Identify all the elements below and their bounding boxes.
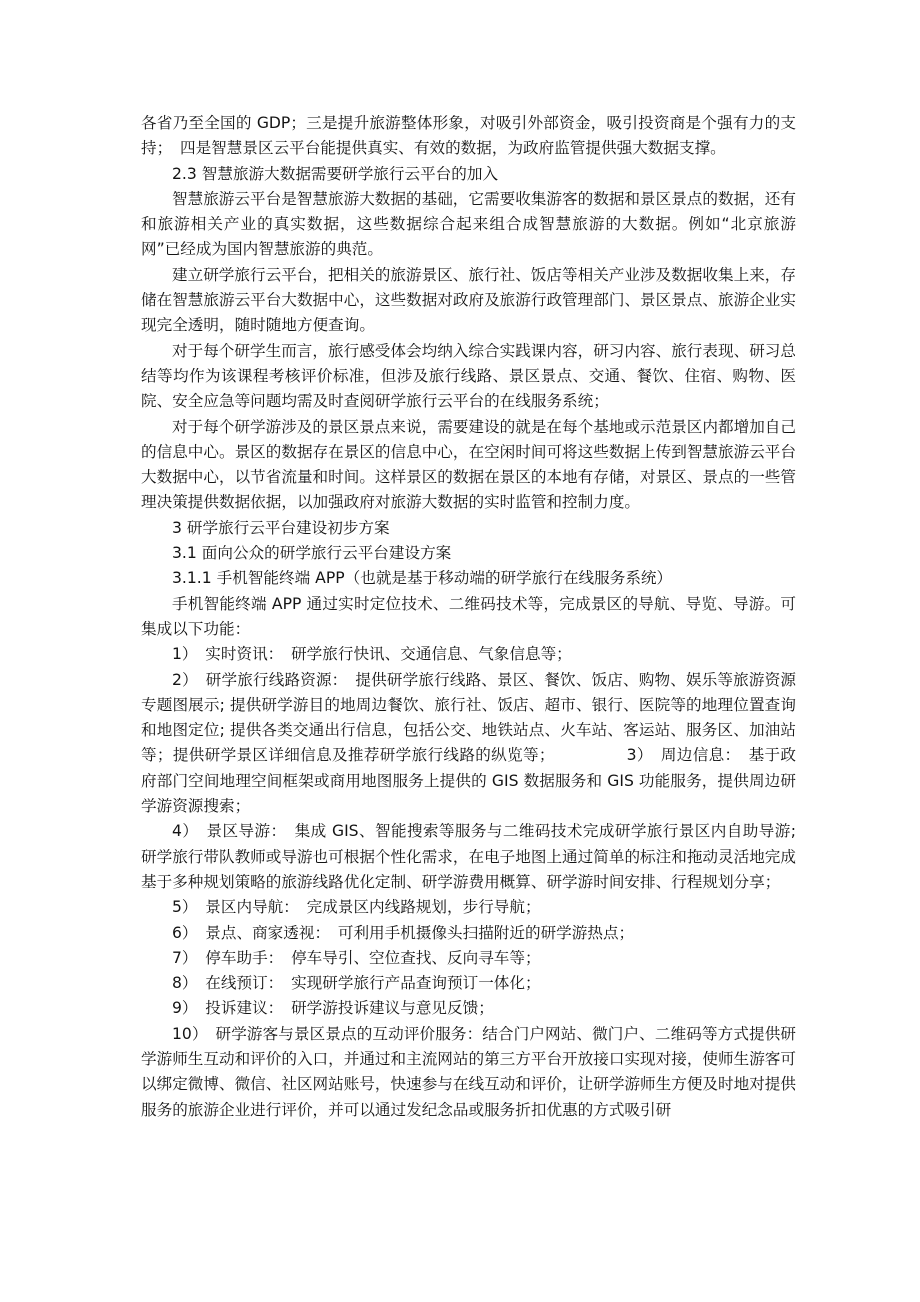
list-item-1: 1） 实时资讯： 研学旅行快讯、交通信息、气象信息等； bbox=[172, 645, 572, 664]
heading-3-1-1: 3.1.1 手机智能终端 APP（也就是基于移动端的研学旅行在线服务系统） bbox=[172, 569, 673, 588]
heading-2-3: 2.3 智慧旅游大数据需要研学旅行云平台的加入 bbox=[172, 164, 499, 183]
paragraph-student: 对于每个研学生而言，旅行感受体会均纳入综合实践课内容，研习内容、旅行表现、研习总结等均作为该课程考核评价标准，但涉及旅行线路、景区景点、交通、餐饮、住宿、购物、医院、安全应急等问题均需及时查阅研学旅行云平台的在线服务系统； bbox=[141, 341, 796, 411]
list-item-10: 10） 研学游客与景区景点的互动评价服务：结合门户网站、微门户、二维码等方式提供研学游师生互动和评价的入口，并通过和主流网站的第三方平台开放接口实现对接，使师生游客可以绑定微博、微信、社区网站账号，快速参与在线互动和评价，让研学游师生方便及时地对提供服务的旅游企业进行评价，并可以通过发纪念品或服务折扣优惠的方式吸引研 bbox=[141, 1024, 796, 1119]
list-item-8: 8） 在线预订： 实现研学旅行产品查询预订一体化； bbox=[172, 974, 541, 993]
heading-3: 3 研学旅行云平台建设初步方案 bbox=[172, 518, 390, 537]
paragraph-build-platform: 建立研学旅行云平台，把相关的旅游景区、旅行社、饭店等相关产业涉及数据收集上来，存储在智慧旅游云平台大数据中心，这些数据对政府及旅游行政管理部门、景区景点、旅游企业实现完全透明，随时随地方便查询。 bbox=[141, 265, 796, 335]
list-item-6: 6） 景点、商家透视： 可利用手机摄像头扫描附近的研学游热点； bbox=[172, 923, 635, 942]
paragraph-gdp-support: 各省乃至全国的 GDP；三是提升旅游整体形象，对吸引外部资金，吸引投资商是个强有力的支持； 四是智慧景区云平台能提供真实、有效的数据，为政府监管提供强大数据支撑。 bbox=[141, 114, 796, 158]
heading-3-1: 3.1 面向公众的研学旅行云平台建设方案 bbox=[172, 544, 452, 563]
paragraph-scenic-spot: 对于每个研学游涉及的景区景点来说，需要建设的就是在每个基地或示范景区内都增加自己的信息中心。景区的数据存在景区的信息中心，在空闲时间可将这些数据上传到智慧旅游云平台大数据中心，以节省流量和时间。这样景区的数据在景区的本地有存储，对景区、景点的一些管理决策提供数据依据，以加强政府对旅游大数据的实时监管和控制力度。 bbox=[141, 417, 796, 512]
paragraph-app-intro: 手机智能终端 APP 通过实时定位技术、二维码技术等，完成景区的导航、导览、导游。可集成以下功能： bbox=[141, 594, 796, 638]
list-item-5: 5） 景区内导航： 完成景区内线路规划，步行导航； bbox=[172, 898, 541, 917]
list-item-4: 4） 景区导游： 集成 GIS、智能搜索等服务与二维码技术完成研学旅行景区内自助导游; 研学旅行带队教师或导游也可根据个性化需求，在电子地图上通过简单的标注和拖动灵活地完成基于多种规划策略的旅游线路优化定制、研学游费用概算、研学游时间安排、行程规划分享； bbox=[141, 822, 796, 891]
list-item-7: 7） 停车助手： 停车导引、空位查找、反向寻车等； bbox=[172, 948, 541, 967]
paragraph-cloud-platform-basis: 智慧旅游云平台是智慧旅游大数据的基础，它需要收集游客的数据和景区景点的数据，还有和旅游相关产业的真实数据，这些数据综合起来组合成智慧旅游的大数据。例如“北京旅游网”已经成为国内智慧旅游的典范。 bbox=[141, 189, 796, 259]
document-page bbox=[141, 111, 796, 1123]
list-item-9: 9） 投诉建议： 研学游投诉建议与意见反馈； bbox=[172, 999, 494, 1018]
list-item-2-3: 2） 研学旅行线路资源： 提供研学旅行线路、景区、餐饮、饭店、购物、娱乐等旅游资源专题图展示; 提供研学游目的地周边餐饮、旅行社、饭店、超市、银行、医院等的地理位置查询和地图定位; 提供各类交通出行信息，包括公交、地铁站点、火车站、客运站、服务区、加油站等；提供研学景区详细信息及推荐研学旅行线路的纵览等； 3） 周边信息： 基于政府部门空间地理空间框架或商用地图服务上提供的 GIS 数据服务和 GIS 功能服务，提供周边研学游资源搜索； bbox=[141, 670, 796, 816]
